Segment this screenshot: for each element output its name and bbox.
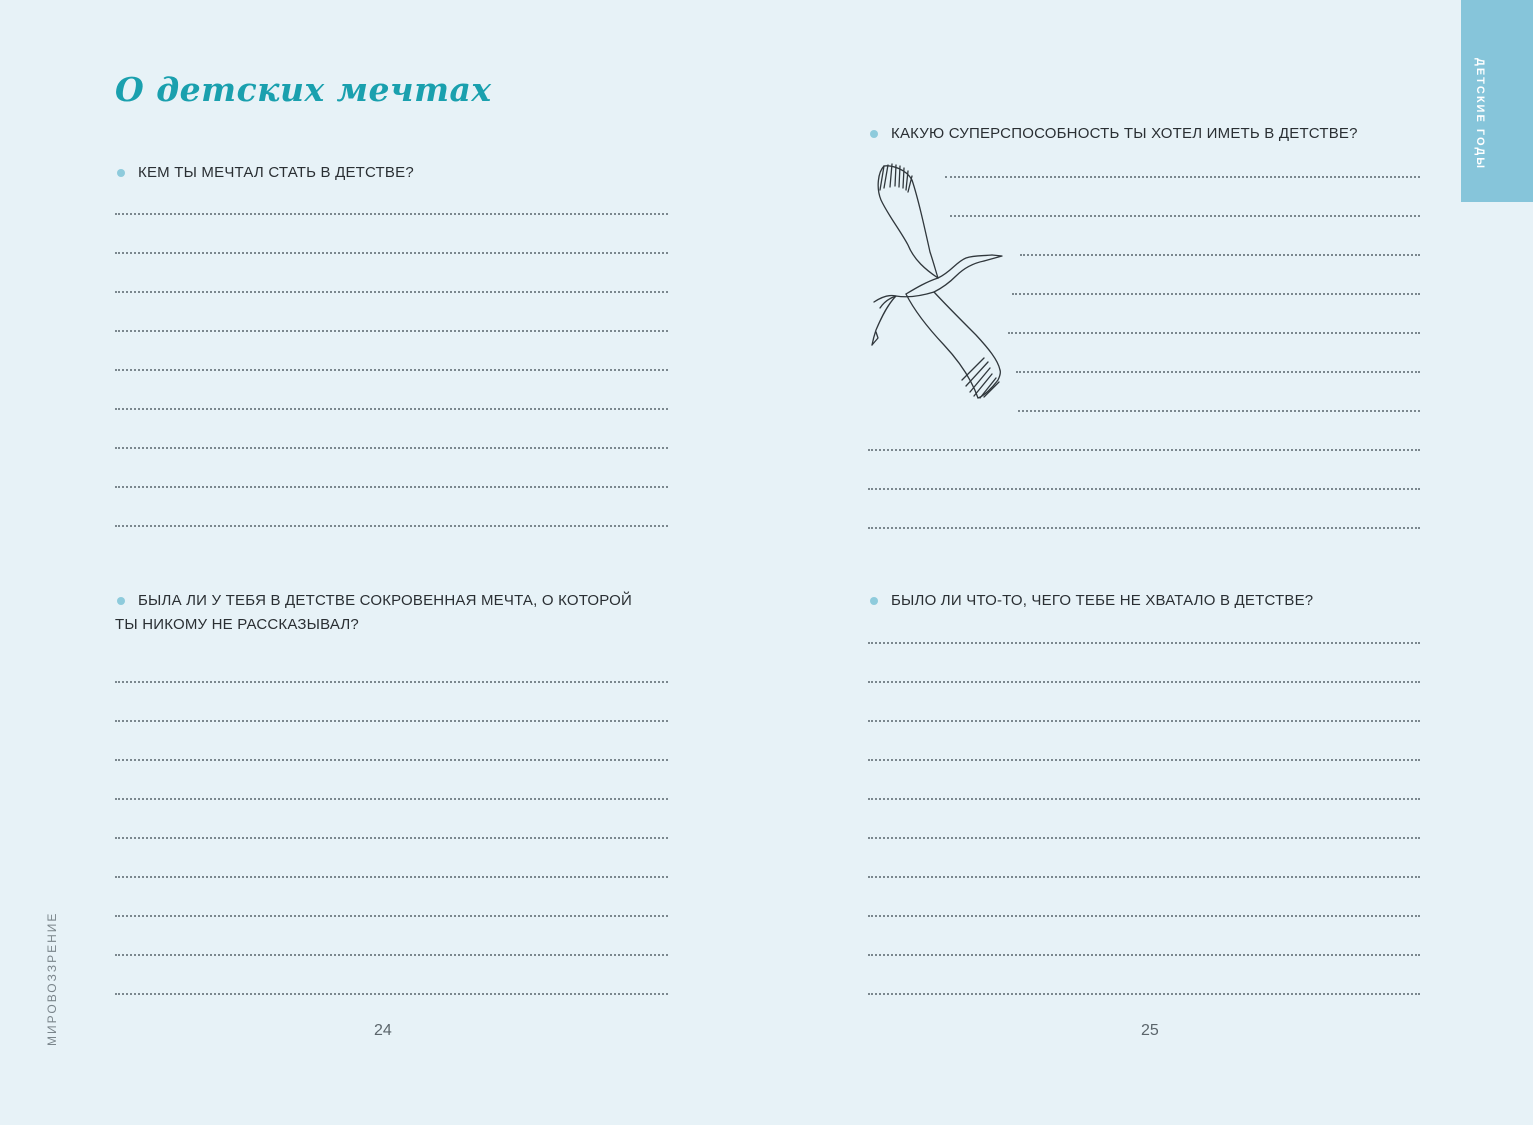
answer-line [868, 720, 1420, 722]
answer-line [1008, 332, 1420, 334]
bullet-icon [117, 169, 125, 177]
bullet-icon [870, 597, 878, 605]
question-3: БЫЛА ЛИ У ТЕБЯ В ДЕТСТВЕ СОКРОВЕННАЯ МЕЧТА, О КОТОРОЙ ТЫ НИКОМУ НЕ РАССКАЗЫВАЛ? [115, 592, 633, 633]
answer-line [115, 330, 668, 332]
question-1: КЕМ ТЫ МЕЧТАЛ СТАТЬ В ДЕТСТВЕ? [138, 164, 414, 181]
answer-line [115, 525, 668, 527]
stork-icon [866, 160, 1006, 405]
answer-line [115, 720, 668, 722]
answer-line [868, 488, 1420, 490]
answer-line [115, 369, 668, 371]
page-number-right: 25 [1141, 1022, 1159, 1039]
answer-line [115, 252, 668, 254]
answer-line [1016, 371, 1420, 373]
answer-line [868, 642, 1420, 644]
question-2: КАКУЮ СУПЕРСПОСОБНОСТЬ ТЫ ХОТЕЛ ИМЕТЬ В ДЕТСТВЕ? [891, 125, 1358, 142]
answer-line [868, 798, 1420, 800]
question-4: БЫЛО ЛИ ЧТО-ТО, ЧЕГО ТЕБЕ НЕ ХВАТАЛО В ДЕТСТВЕ? [891, 592, 1314, 609]
answer-line [115, 954, 668, 956]
answer-line [868, 527, 1420, 529]
answer-line [868, 993, 1420, 995]
answer-line [115, 213, 668, 215]
answer-line [1018, 410, 1420, 412]
answer-line [115, 681, 668, 683]
answer-line [868, 449, 1420, 451]
answer-line [945, 176, 1420, 178]
answer-line [950, 215, 1420, 217]
answer-line [868, 837, 1420, 839]
answer-line [115, 798, 668, 800]
answer-line [115, 876, 668, 878]
answer-line [868, 759, 1420, 761]
bullet-icon [870, 130, 878, 138]
answer-line [115, 291, 668, 293]
answer-line [1020, 254, 1420, 256]
page-title: О детских мечтах [115, 70, 492, 109]
answer-line [115, 408, 668, 410]
answer-line [115, 759, 668, 761]
page-number-left: 24 [374, 1022, 392, 1039]
answer-line [1012, 293, 1420, 295]
running-head-label: МИРОВОЗЗРЕНИЕ [45, 911, 59, 1046]
answer-line [115, 486, 668, 488]
answer-line [868, 876, 1420, 878]
section-tab [1461, 0, 1533, 202]
answer-line [868, 915, 1420, 917]
answer-line [868, 954, 1420, 956]
answer-line [115, 447, 668, 449]
answer-line [115, 915, 668, 917]
answer-line [868, 681, 1420, 683]
answer-line [115, 993, 668, 995]
answer-line [115, 837, 668, 839]
section-tab-label: ДЕТСКИЕ ГОДЫ [1474, 58, 1486, 170]
